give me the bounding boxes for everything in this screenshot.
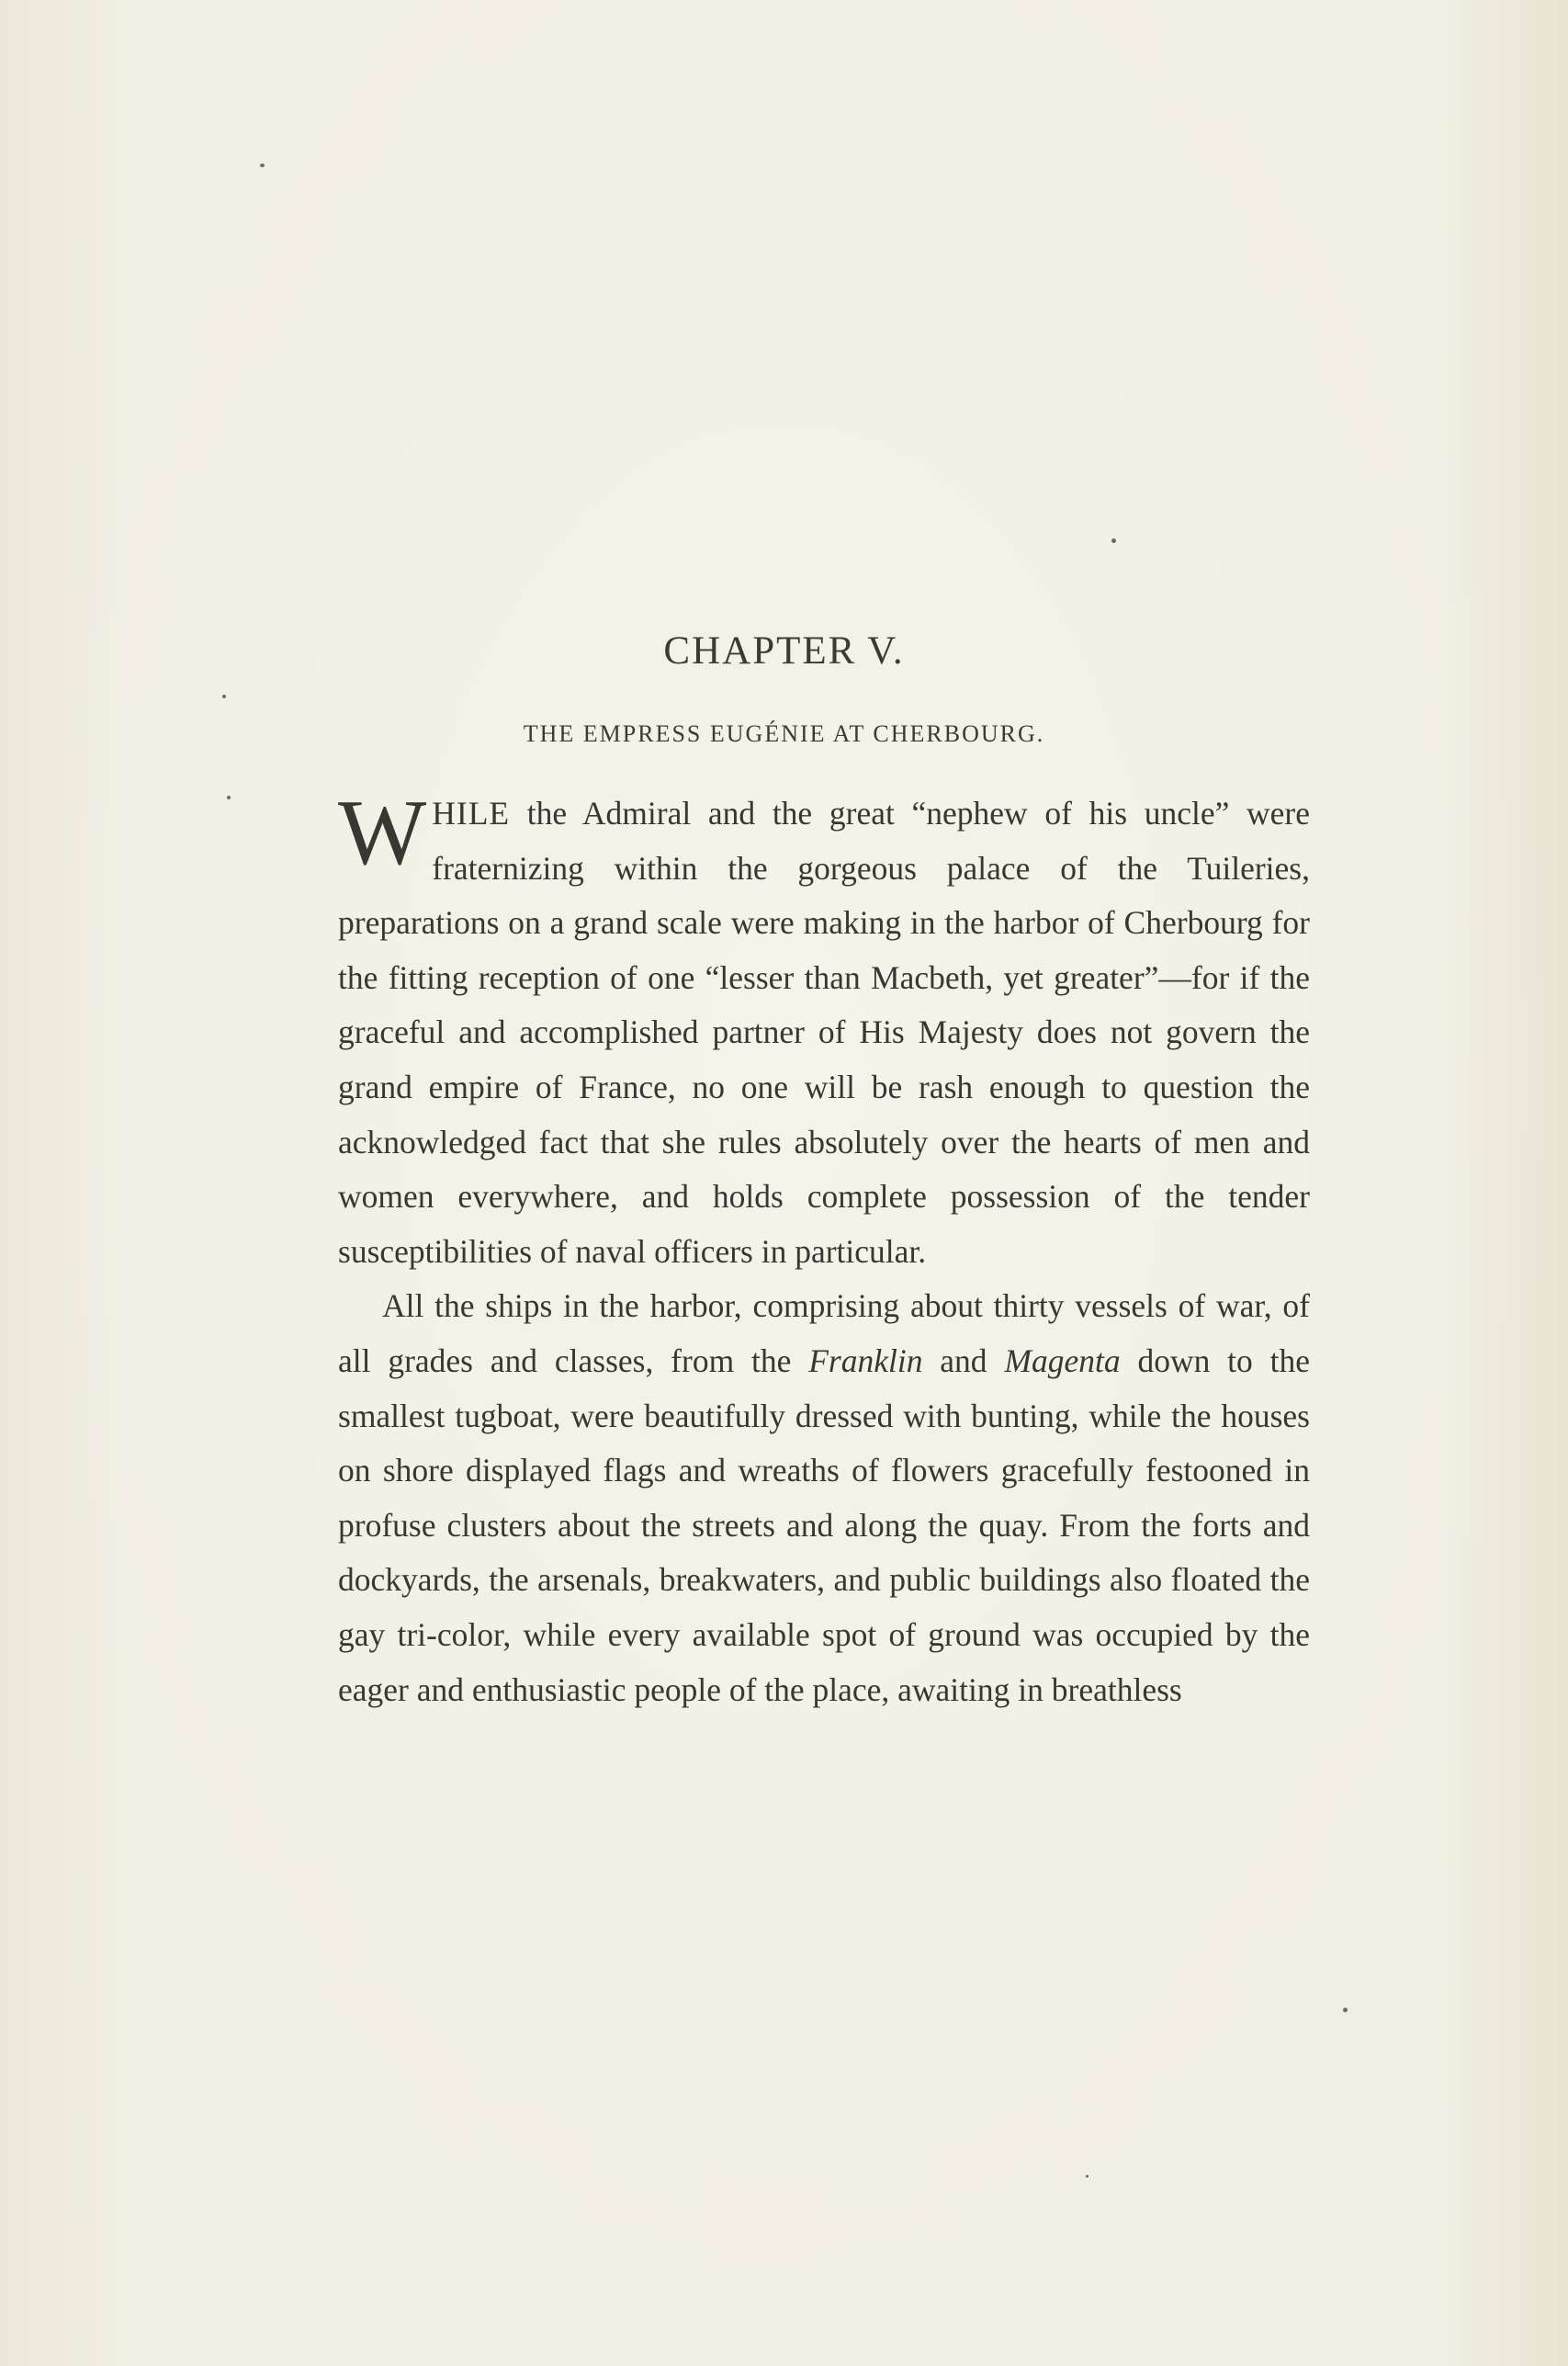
paper-speck xyxy=(260,164,265,167)
ship-name-franklin: Franklin xyxy=(808,1341,923,1379)
ship-name-magenta: Magenta xyxy=(1004,1341,1121,1379)
paragraph-2-text-a: All the ships in the harbor, comprising about thirty vessels of war, of all grades and classes, from the xyxy=(338,1287,1310,1379)
paragraph-1-text: the Admiral and the great “nephew of his uncle” were fraternizing within the gorgeous palace of the Tuileries, preparations on a grand scale were making in the harbor of Cherbourg for the fitting reception of one “lesser than Macbeth, yet greater”—for if the graceful and accomplished partner of His Majesty does not govern the grand empire of France, no one will be rash enough to question the acknowledged fact that she rules absolutely over the hearts of men and women everywhere, and holds complete possession of the tender susceptibilities of naval officers in particular. xyxy=(338,795,1310,1270)
paragraph-2 xyxy=(338,1279,1310,1717)
paper-speck xyxy=(1343,2008,1348,2012)
paper-speck xyxy=(1086,2175,1089,2178)
paragraph-2-text-c: down to the smallest tugboat, were beautifully dressed with bunting, while the houses on shore displayed flags and wreaths of flowers gracefully festooned in profuse clusters about the streets and along the quay. From the forts and dockyards, the arsenals, breakwaters, and public buildings also floated the gay tri-color, while every available spot of ground was occupied by the eager and enthusiastic people of the place, awaiting in breathless xyxy=(338,1341,1310,1708)
chapter-subtitle: THE EMPRESS EUGÉNIE AT CHERBOURG. xyxy=(523,720,1045,747)
paragraph-2-text-b: and xyxy=(922,1341,1005,1379)
paper-speck xyxy=(222,695,226,698)
body-text xyxy=(338,781,1310,1717)
paragraph-1 xyxy=(338,781,1310,1279)
paper-speck xyxy=(227,796,231,799)
opening-word: HILE xyxy=(432,795,511,832)
paper-speck xyxy=(1111,538,1116,543)
chapter-title: CHAPTER V. xyxy=(663,629,905,673)
drop-cap: W xyxy=(338,781,427,885)
